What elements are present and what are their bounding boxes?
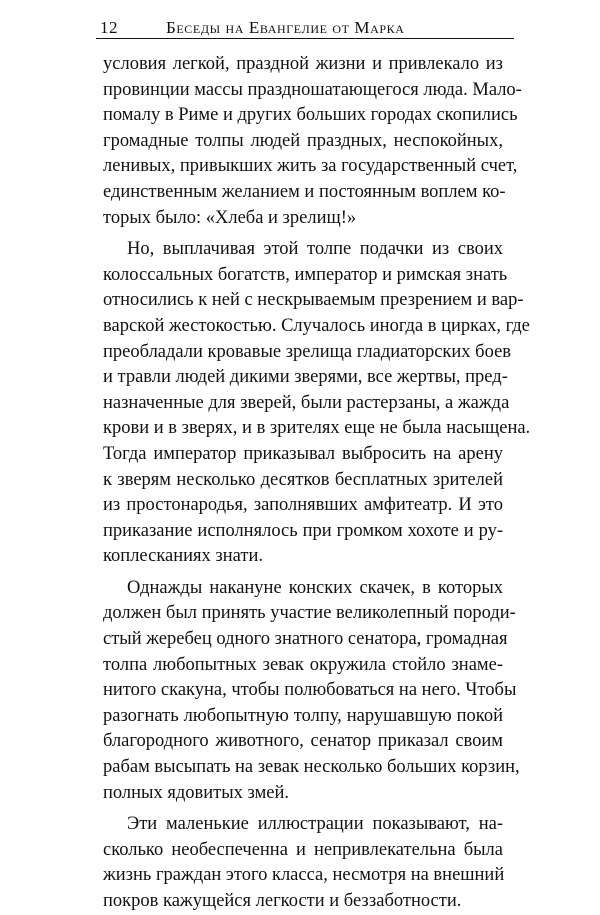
text-line: и травли людей дикими зверями, все жертвы, пред- bbox=[103, 367, 508, 388]
text-line: Однажды накануне конских скачек, в которых bbox=[127, 577, 503, 598]
text-line: благородного животного, сенатор приказал своим bbox=[103, 731, 503, 752]
text-line: покров кажущейся легкости и беззаботности. bbox=[103, 891, 462, 911]
text-line: помалу в Риме и других больших городах скопились bbox=[103, 105, 518, 126]
paragraph-1 bbox=[103, 52, 522, 231]
text-line: разогнать любопытную толпу, нарушавшую покой bbox=[103, 705, 503, 726]
text-line: коплесканиях знати. bbox=[103, 546, 263, 567]
text-line: относились к ней с нескрываемым презрением и вар- bbox=[103, 290, 524, 311]
text-line: приказание исполнялось при громком хохоте и ру- bbox=[103, 520, 503, 541]
text-line: толпа любопытных зевак окружила стойло знаме- bbox=[103, 654, 503, 675]
text-line: провинции массы праздношатающегося люда. Мало- bbox=[103, 79, 522, 100]
text-line: нитого скакуна, чтобы полюбоваться на него. Чтобы bbox=[103, 680, 517, 701]
text-line: единственным желанием и постоянным воплем ко- bbox=[103, 181, 506, 202]
paragraph-2 bbox=[103, 237, 531, 570]
running-head-title: Беседы на Евангелие от Марка bbox=[166, 18, 405, 37]
text-line: ленивых, привыкших жить за государственный счет, bbox=[103, 156, 518, 177]
text-line: Тогда император приказывал выбросить на арену bbox=[103, 443, 503, 464]
text-line: Эти маленькие иллюстрации показывают, на- bbox=[127, 814, 503, 835]
text-line: условия легкой, праздной жизни и привлекало из bbox=[103, 54, 503, 74]
text-line: сколько необеспеченна и непривлекательна была bbox=[103, 839, 503, 860]
text-line: к зверям несколько десятков бесплатных зрителей bbox=[103, 469, 503, 490]
text-line: колоссальных богатств, император и римская знать bbox=[103, 264, 508, 285]
paragraph-4 bbox=[103, 812, 503, 914]
text-line: крови и в зверях, и в зрителях еще не была насыщена. bbox=[103, 418, 531, 439]
text-line: Но, выплачивая этой толпе подачки из своих bbox=[127, 239, 503, 260]
text-line: громадные толпы людей праздных, неспокойных, bbox=[103, 130, 503, 151]
text-line: рабам высыпать на зевак несколько больших корзин, bbox=[103, 757, 520, 778]
body-text bbox=[103, 52, 531, 915]
text-line: варской жестокостью. Случалось иногда в цирках, где bbox=[103, 315, 530, 336]
paragraph-3 bbox=[103, 576, 520, 806]
text-line: должен был принять участие великолепный породи- bbox=[103, 603, 516, 624]
text-line: жизнь граждан этого класса, несмотря на внешний bbox=[103, 865, 505, 886]
running-head bbox=[96, 10, 514, 39]
page-number: 12 bbox=[100, 18, 118, 37]
text-line: из простонародья, заполнявших амфитеатр. И это bbox=[103, 495, 503, 516]
text-line: полных ядовитых змей. bbox=[103, 782, 290, 803]
text-line: назначенные для зверей, были растерзаны, а жажда bbox=[103, 392, 510, 413]
text-line: преобладали кровавые зрелища гладиаторских боев bbox=[103, 341, 512, 362]
text-line: стый жеребец одного знатного сенатора, громадная bbox=[103, 629, 508, 650]
text-line: торых было: «Хлеба и зрелищ!» bbox=[103, 207, 357, 228]
